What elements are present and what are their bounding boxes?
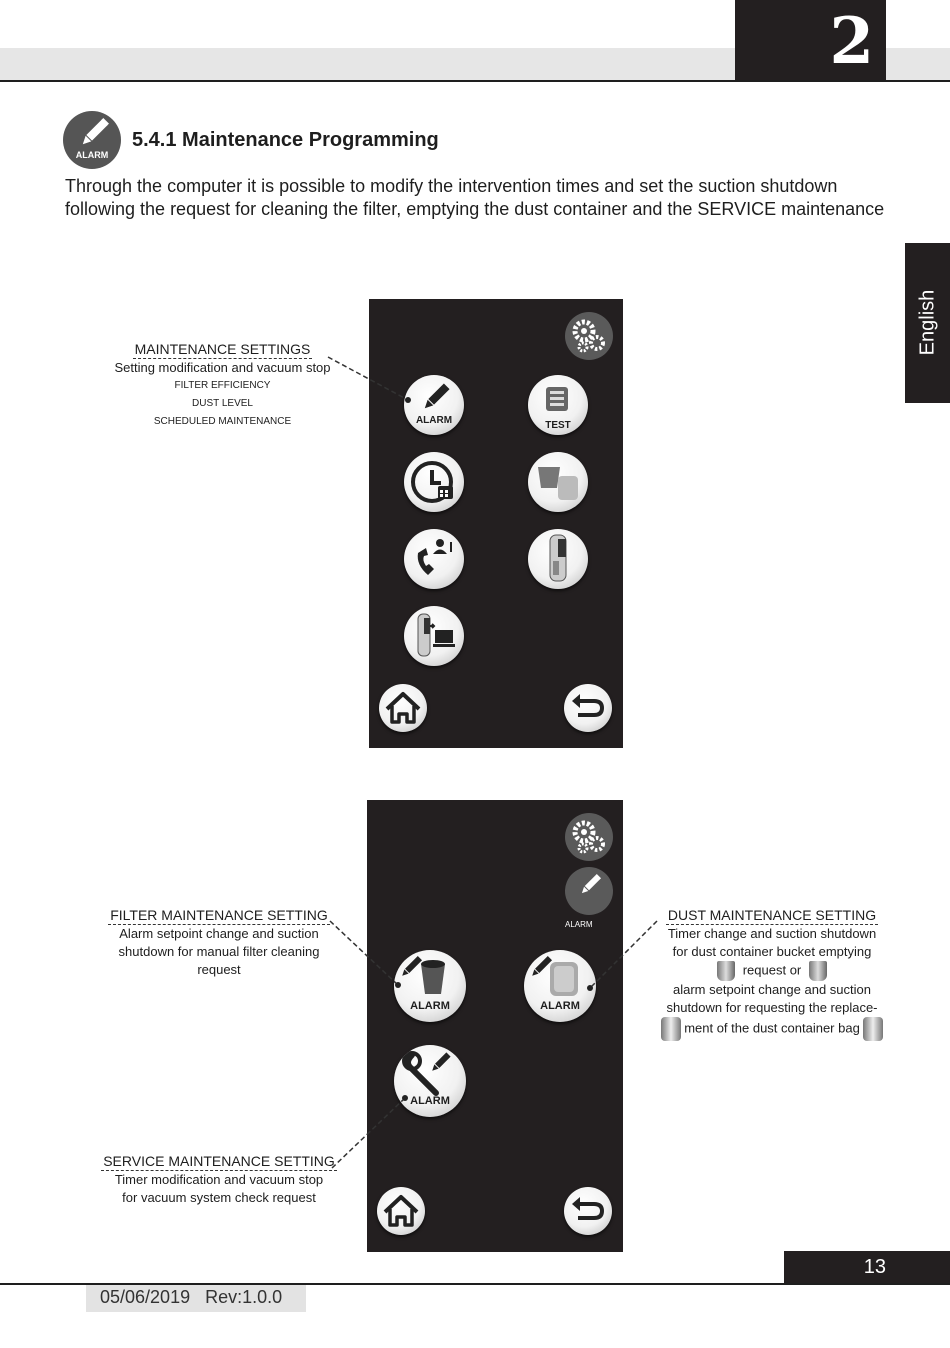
annotation-text: request (197, 962, 241, 977)
alarm-label: ALARM (410, 1095, 450, 1107)
annotation-item: DUST LEVEL (192, 398, 253, 409)
alarm-label: ALARM (410, 1000, 450, 1012)
page-number: 13 (863, 1256, 886, 1278)
annotation-text: Timer modification and vacuum stop (114, 1172, 324, 1187)
alarm-label: ALARM (565, 920, 593, 929)
annotation-heading: SERVICE MAINTENANCE SETTING (103, 1153, 335, 1169)
annotation-text: shutdown for manual filter cleaning (118, 944, 320, 959)
annotation-text: for vacuum system check request (122, 1190, 316, 1205)
annotation-text: shutdown for requesting the replace- (666, 1000, 878, 1015)
language-tab-label: English (916, 289, 939, 356)
section-title: 5.4.1 Maintenance Programming (132, 129, 439, 151)
test-label: TEST (545, 420, 571, 431)
annotation-text: for dust container bucket emptying (672, 944, 872, 959)
annotation-text: Alarm setpoint change and suction (119, 926, 319, 941)
revision-box (86, 1285, 306, 1312)
page-number-box (784, 1251, 950, 1283)
annotation-text: Setting modification and vacuum stop (114, 360, 331, 375)
annotation-item: SCHEDULED MAINTENANCE (153, 416, 292, 427)
alarm-label: ALARM (540, 1000, 580, 1012)
chapter-number: 2 (829, 4, 874, 79)
intro-paragraph: Through the computer it is possible to modify the intervention times and set the suction shutdown following the request for cleaning the filter, emptying the dust container and the SERVICE maintenance (65, 176, 885, 219)
annotation-heading: FILTER MAINTENANCE SETTING (110, 907, 328, 923)
annotation-text: request or (742, 962, 802, 978)
alarm-label: ALARM (75, 150, 109, 160)
annotation-text: alarm setpoint change and suction (672, 982, 871, 997)
annotation-text: ment of the dust container bag (684, 1020, 860, 1036)
date-revision: 05/06/2019 Rev:1.0.0 (100, 1287, 283, 1307)
annotation-text: Timer change and suction shutdown (667, 926, 877, 941)
alarm-label: ALARM (415, 415, 453, 426)
annotation-heading: DUST MAINTENANCE SETTING (667, 907, 877, 923)
annotation-item: FILTER EFFICIENCY (174, 380, 271, 391)
annotation-heading: MAINTENANCE SETTINGS (134, 341, 311, 357)
